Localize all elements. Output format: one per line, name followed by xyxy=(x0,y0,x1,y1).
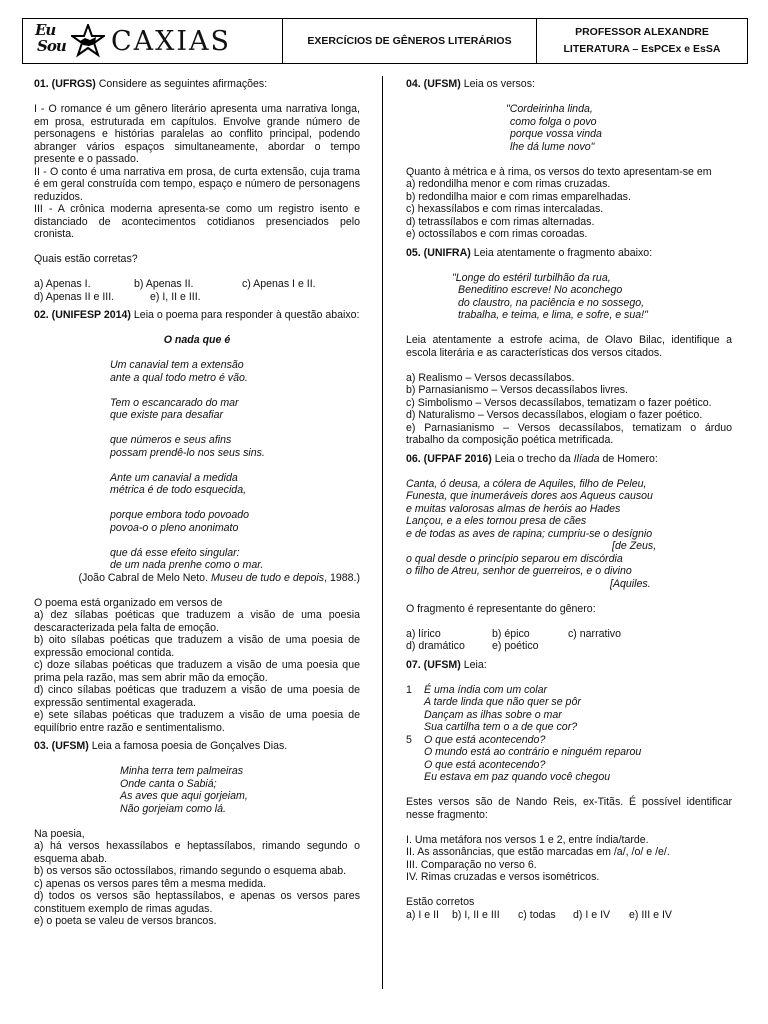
q2-option-c: c) doze sílabas poéticas que traduzem a visão de uma poesia que prima pela razão, mas sem abrir mão da emoção. xyxy=(34,659,360,684)
q1-options-row1 xyxy=(34,278,360,291)
poem-verse: métrica é de todo esquecida, xyxy=(110,484,247,496)
poem-verse xyxy=(110,384,360,397)
poem-verse: do claustro, na paciência e no sossego, xyxy=(458,296,645,309)
poem-verse: Um canavial tem a extensão xyxy=(110,359,244,371)
poem-verse: trabalha, e teima, e lima, e sofre, e sua!" xyxy=(458,309,648,321)
q3-option-c: c) apenas os versos pares têm a mesma medida. xyxy=(34,877,266,890)
q5-option-e: e) Parnasianismo – Versos decassílabos, tematizam o árduo trabalho da composição poética metrificada. xyxy=(406,421,732,446)
q5-option-b: b) Parnasianismo – Versos decassílabos livres. xyxy=(406,384,628,396)
lyric-line: 1 É uma índia com um colar xyxy=(406,683,548,696)
q7-options-row xyxy=(406,909,732,922)
excerpt-line: [Aquiles. xyxy=(610,577,651,590)
q2-option-e: e) sete sílabas poéticas que traduzem a visão de uma poesia de equilíbrio entre razão e sentimentalismo. xyxy=(34,709,360,734)
q4-option-e: e) octossílabos e com rimas coroadas. xyxy=(406,228,588,240)
q7-option-b: b) I, II e III xyxy=(452,908,500,921)
excerpt-line: Canta, ó deusa, a cólera de Aquiles, filho de Peleu, xyxy=(406,477,647,490)
poem-verse: de um nada prenhe como o mar. xyxy=(110,559,264,571)
q1-statement-iii: III - A crônica moderna apresenta-se como um registro isento e distanciado de acontecimentos cotidianos presenciados pelo cronista. xyxy=(34,203,360,240)
poem-verse: como folga o povo xyxy=(510,115,597,128)
q1-option-d: d) Apenas II e III. xyxy=(34,290,115,303)
lyric-line: Dançam as ilhas sobre o mar xyxy=(424,708,562,721)
logo-badge xyxy=(35,23,105,59)
q4-verses xyxy=(406,103,732,153)
q1-heading: 01. (UFRGS) Considere as seguintes afirmações: xyxy=(34,78,268,90)
poem-verse xyxy=(110,534,360,547)
q3-option-e: e) o poeta se valeu de versos brancos. xyxy=(34,915,217,927)
q6-heading: 06. (UFPAF 2016) Leia o trecho da Ilíada de Homero: xyxy=(406,452,658,465)
poem-verse: que existe para desafiar xyxy=(110,409,224,421)
q6-option-c: c) narrativo xyxy=(568,627,621,640)
q3-option-d: d) todos os versos são heptassílabos, e apenas os versos pares constituem exemplo de rimas agudas. xyxy=(34,890,360,915)
lyric-line: O mundo está ao contrário e ninguém reparou xyxy=(424,746,642,758)
subject-name: LITERATURA – EsPCEx e EsSA xyxy=(563,43,721,55)
poem-verse: Onde canta o Sabiá; xyxy=(120,777,217,790)
logo-caxias: CAXIAS xyxy=(111,25,232,57)
poem-verse: porque vossa vinda xyxy=(510,128,602,140)
q6-options-row1 xyxy=(406,628,732,641)
star-icon xyxy=(71,24,105,58)
q6-options-row2 xyxy=(406,640,732,653)
professor-name: PROFESSOR ALEXANDRE xyxy=(575,26,709,38)
poem-verse xyxy=(110,497,360,510)
q6-stem: O fragmento é representante do gênero: xyxy=(406,602,596,615)
q2-source: (João Cabral de Melo Neto. Museu de tudo e depois, 1988.) xyxy=(78,571,360,584)
q1-option-a: a) Apenas I. xyxy=(34,278,91,290)
q3-option-a: a) há versos hexassílabos e heptassílabos, rimando segundo o esquema abab. xyxy=(34,840,360,865)
q1-statement-i: I - O romance é um gênero literário apresenta uma narrativa longa, em prosa, estruturada em capítulos. Envolve grande número de personagens e histórias paralelas ao conflito principal, podendo abranger vários espaços simultaneamente, abordar o tempo presente e o passado. xyxy=(34,103,360,165)
excerpt-line: Lançou, e a eles tornou presa de cães xyxy=(406,515,587,527)
q2-poem xyxy=(34,359,360,572)
poem-verse: Não gorjeiam como lá. xyxy=(120,802,226,815)
q7-option-a: a) I e II xyxy=(406,908,439,921)
q4-option-a: a) redondilha menor e com rimas cruzadas. xyxy=(406,178,611,190)
poem-verse: Ante um canavial a medida xyxy=(110,471,238,484)
q7-statement-i: I. Uma metáfora nos versos 1 e 2, entre índia/tarde. xyxy=(406,833,649,846)
q1-statement-ii: II - O conto é uma narrativa em prosa, de curta extensão, cuja trama é em geral construída com tempo, espaço e número de personagens reduzidos. xyxy=(34,165,360,203)
lyric-line: A tarde linda que não quer se pôr xyxy=(424,696,581,708)
q7-correct-label: Estão corretos xyxy=(406,896,475,908)
poem-verse: possam prendê-lo nos seus sins. xyxy=(110,446,265,459)
q5-stem: Leia atentamente a estrofe acima, de Olavo Bilac, identifique a escola literária e as características dos versos citados. xyxy=(406,334,732,359)
poem-verse: que números e seus afins xyxy=(110,434,232,446)
q7-statement-iv: IV. Rimas cruzadas e versos isométricos. xyxy=(406,871,600,883)
poem-verse: "Longe do estéril turbilhão da rua, xyxy=(452,271,611,284)
q2-option-d: d) cinco sílabas poéticas que traduzem a visão de uma poesia de expressão sentimental exagerada. xyxy=(34,684,360,709)
poem-verse: que dá esse efeito singular: xyxy=(110,546,240,559)
q2-poem-title: O nada que é xyxy=(163,334,231,346)
q7-statement-ii: II. As assonâncias, que estão marcadas em /a/, /o/ e /e/. xyxy=(406,846,670,858)
excerpt-line: o filho de Atreu, senhor de guerreiros, e o divino xyxy=(406,565,632,577)
q3-heading: 03. (UFSM) Leia a famosa poesia de Gonçalves Dias. xyxy=(34,740,288,752)
q6-option-d: d) dramático xyxy=(406,640,465,652)
q4-stem: Quanto à métrica e à rima, os versos do texto apresentam-se em xyxy=(406,165,712,178)
q3-stem: Na poesia, xyxy=(34,827,85,840)
poem-verse: Beneditino escreve! No aconchego xyxy=(458,284,623,296)
q6-option-e: e) poético xyxy=(492,640,539,652)
q7-stem: Estes versos são de Nando Reis, ex-Titãs. É possível identificar nesse fragmento: xyxy=(406,796,732,821)
q3-poem xyxy=(34,765,360,815)
logo-sou: Sou xyxy=(37,37,66,55)
poem-verse: As aves que aqui gorjeiam, xyxy=(120,790,248,802)
poem-verse: Minha terra tem palmeiras xyxy=(120,765,244,777)
q5-verses xyxy=(406,272,732,322)
document-title: EXERCÍCIOS DE GÊNEROS LITERÁRIOS xyxy=(283,19,537,63)
lyric-line: O que está acontecendo? xyxy=(424,758,546,771)
q5-option-c: c) Simbolismo – Versos decassílabos, tematizam o fazer poético. xyxy=(406,396,712,409)
poem-verse: "Cordeirinha linda, xyxy=(506,103,593,115)
q4-option-b: b) redondilha maior e com rimas emparelhadas. xyxy=(406,190,631,203)
column-divider xyxy=(382,76,383,989)
q2-option-a: a) dez sílabas poéticas que traduzem a visão de uma poesia descaracterizada pela falta de emoção. xyxy=(34,609,360,634)
poem-verse: ante a qual todo metro é vão. xyxy=(110,371,248,384)
q6-option-a: a) lírico xyxy=(406,627,441,640)
poem-verse: Tem o escancarado do mar xyxy=(110,396,239,409)
q4-option-c: c) hexassílabos e com rimas intercaladas. xyxy=(406,203,604,215)
professor-info xyxy=(537,19,747,63)
logo xyxy=(23,19,283,63)
q4-heading: 04. (UFSM) Leia os versos: xyxy=(406,78,535,90)
q7-option-d: d) I e IV xyxy=(573,908,611,921)
logo-eu: Eu xyxy=(35,21,56,39)
excerpt-line: e muitas valorosas almas de heróis ao Hades xyxy=(406,502,621,515)
excerpt-line: [de Zeus, xyxy=(612,540,657,552)
q2-heading: 02. (UNIFESP 2014) Leia o poema para responder à questão abaixo: xyxy=(34,309,360,321)
q2-stem: O poema está organizado em versos de xyxy=(34,596,223,609)
q7-option-e: e) III e IV xyxy=(629,908,672,921)
q6-option-b: b) épico xyxy=(492,627,530,640)
poem-verse: porque embora todo povoado xyxy=(110,509,250,521)
q1-option-e: e) I, II e III. xyxy=(150,290,201,303)
q5-option-d: d) Naturalismo – Versos decassílabos, elogiam o fazer poético. xyxy=(406,409,703,421)
q1-question: Quais estão corretas? xyxy=(34,253,138,265)
q7-option-c: c) todas xyxy=(518,908,556,921)
q7-statement-iii: III. Comparação no verso 6. xyxy=(406,858,537,871)
poem-verse: povoa-o o pleno anonimato xyxy=(110,521,239,534)
q1-options-row2 xyxy=(34,291,360,304)
poem-verse xyxy=(110,459,360,472)
q4-option-d: d) tetrassílabos e com rimas alternadas. xyxy=(406,215,595,228)
right-column xyxy=(406,78,732,921)
lyric-line: Eu estava em paz quando você chegou xyxy=(424,771,611,783)
q5-option-a: a) Realismo – Versos decassílabos. xyxy=(406,371,575,384)
q1-option-c: c) Apenas I e II. xyxy=(242,278,316,290)
q2-option-b: b) oito sílabas poéticas que traduzem a visão de uma poesia de expressão emocional contida. xyxy=(34,634,360,659)
excerpt-line: o qual desde o princípio separou em discórdia xyxy=(406,552,623,565)
excerpt-line: Funesta, que inumeráveis dores aos Aqueus causou xyxy=(406,490,653,502)
poem-verse: lhe dá lume novo" xyxy=(510,140,595,153)
page-header xyxy=(22,18,748,64)
left-column xyxy=(34,78,360,928)
q3-option-b: b) os versos são octossílabos, rimando segundo o esquema abab. xyxy=(34,865,347,877)
lyric-line: Sua cartilha tem o a de que cor? xyxy=(424,721,578,733)
excerpt-line: e de todas as aves de rapina; cumpriu-se o desígnio xyxy=(406,527,653,540)
q7-heading: 07. (UFSM) Leia: xyxy=(406,658,487,671)
lyric-line: 5 O que está acontecendo? xyxy=(406,733,546,746)
q5-heading: 05. (UNIFRA) Leia atentamente o fragmento abaixo: xyxy=(406,246,653,259)
poem-verse xyxy=(110,422,360,435)
q1-option-b: b) Apenas II. xyxy=(134,278,194,290)
q6-excerpt xyxy=(406,478,732,591)
q7-lyrics xyxy=(406,684,732,784)
